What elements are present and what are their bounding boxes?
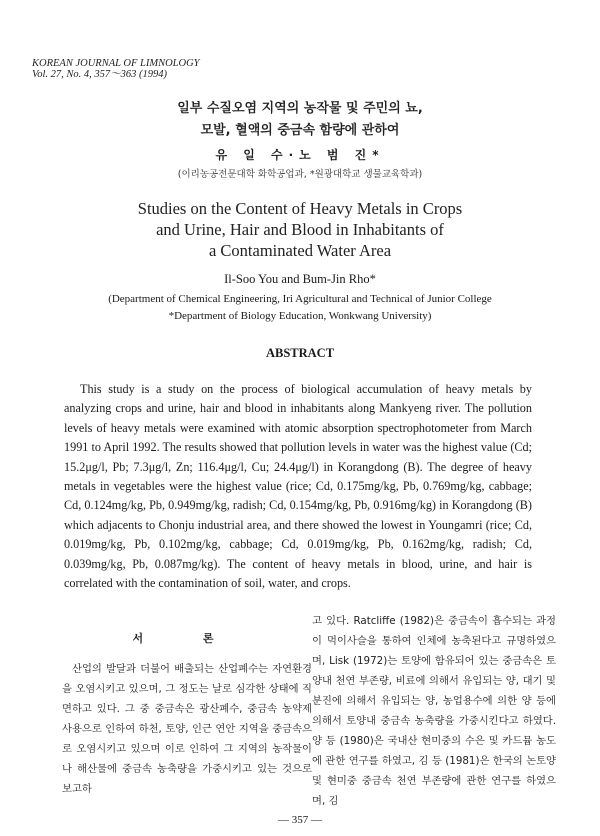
body-column-left [62, 659, 312, 799]
abstract-heading: ABSTRACT [265, 346, 335, 360]
korean-title-line1: 일부 수질오염 지역의 농작물 및 주민의 뇨, [177, 101, 423, 116]
english-affiliation-line1: (Department of Chemical Engineering, Iri Agricultural and Technical of Junior College [108, 293, 492, 305]
english-affiliation-line2: *Department of Biology Education, Wonkwang University) [168, 310, 432, 322]
korean-affiliation: (이리농공전문대학 화학공업과, *원광대학교 생물교육학과) [177, 169, 423, 180]
korean-authors: 유 일 수·노 범 진* [215, 148, 385, 162]
english-affiliation [0, 291, 600, 325]
body-text-left: 산업의 발달과 더불어 배출되는 산업폐수는 자연환경을 오염시키고 있으며, 그 정도는 날로 심각한 상태에 직면하고 있다. 그 중 중금속은 광산폐수, 중금속 농약제 사용으로 인하여 하천, 토양, 인근 연안 지역을 중금속으로 오염시키고 있으며 이로 인하여 그 지역의 농작물이나 해산물에 중금속 농축량을 가중시키고 있는 것으로 보고하 [62, 663, 312, 795]
journal-citation [32, 58, 200, 80]
body-column-right [312, 611, 556, 811]
body-text-right: 고 있다. Ratcliffe (1982)은 중금속이 흡수되는 과정이 먹이사슬을 통하여 인체에 농축된다고 규명하였으며, Lisk (1972)는 토양에 함유되어 있는 중금속은 토양내 천연 부존량, 비료에 의해서 유입되는 양, 대기 및 분진에 의해서 유입되는 양, 농업용수에 의한 양 등에 의해서 토양내 중금속 농축량을 가중시킨다고 하였다. 양 등 (1980)은 국내산 현미중의 수은 및 카드뮴 농도에 관한 연구를 하였고, 김 등 (1981)은 한국의 논토양 및 현미중 중금속 천연 부존량에 관한 연구를 하였으며, 김 [312, 615, 556, 807]
english-title-line1: Studies on the Content of Heavy Metals in Crops [137, 199, 463, 218]
abstract-body [64, 380, 532, 593]
journal-volume: Vol. 27, No. 4, 357～363 (1994) [32, 69, 168, 80]
section-heading-introduction: 서 론 [132, 632, 242, 645]
english-title-line3: a Contaminated Water Area [208, 241, 392, 260]
english-authors: Il-Soo You and Bum-Jin Rho* [224, 272, 376, 286]
english-title-line2: and Urine, Hair and Blood in Inhabitants of [156, 220, 444, 239]
english-title [0, 198, 600, 261]
journal-name: KOREAN JOURNAL OF LIMNOLOGY [32, 58, 200, 69]
page-number: — 357 — [278, 814, 322, 826]
abstract-text: This study is a study on the process of biological accumulation of heavy metals by analyzing crops and urine, hair and blood in inhabitants along Mankyeng river. The pollution levels of heavy metals were examined with atomic absorption spectrophotometer from March 1991 to April 1992. The results showed that pollution levels in water was the highest value (Cd; 15.2μg/l, Pb; 7.3μg/l, Zn; 116.4μg/l, Cu; 24.4μg/l) in Korangdong (B). The degree of heavy metals in vegetables were the highest value (rice; Cd, 0.175mg/kg, Pb, 0.769mg/kg, cabbage; Cd, 0.124mg/kg, Pb, 0.949mg/kg, radish; Cd, 0.154mg/kg, Pb, 0.916mg/kg) in Korangdong (B) which adjacents to Chonju industrial area, and there showed the lowest in Youngamri (rice; Cd, 0.019mg/kg, Pb, 0.102mg/kg, cabbage; Cd, 0.019mg/kg, Pb, 0.162mg/kg, radish; Cd, 0.039mg/kg, Pb, 0.087mg/kg). The content of heavy metals in blood, urine, and hair is correlated with the contamination of soil, water, and crops. [64, 382, 532, 591]
korean-title-line2: 모발, 혈액의 중금속 함량에 관하여 [200, 123, 400, 138]
